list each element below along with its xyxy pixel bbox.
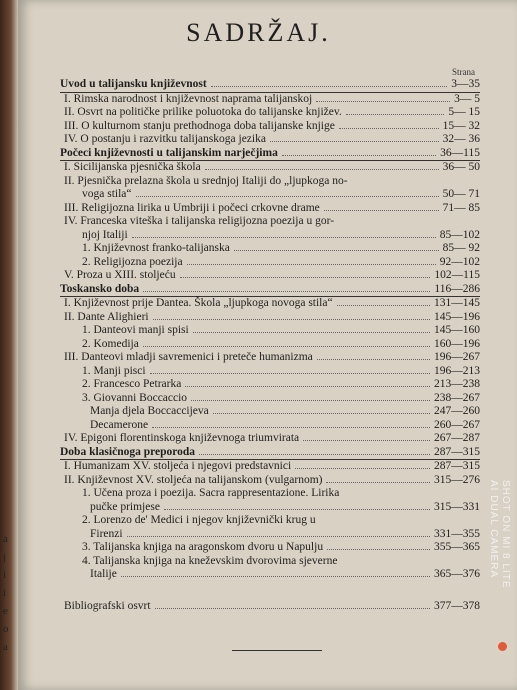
table-of-contents [60, 78, 480, 613]
toc-entry [60, 541, 480, 555]
dotted-leader [152, 427, 430, 428]
dotted-leader [121, 576, 430, 577]
toc-entry-pages: 71— 85 [442, 201, 480, 214]
toc-entry-pages: 145—160 [434, 324, 480, 336]
toc-entry-pages: 315—331 [434, 500, 480, 513]
dotted-leader [143, 291, 430, 292]
dotted-leader [282, 155, 436, 156]
toc-entry-title: 4. Talijanska knjiga na kneževskim dvorovima sjeverne [82, 554, 338, 567]
dotted-leader [136, 196, 439, 197]
toc-entry [60, 188, 480, 202]
toc-entry-title: 2. Religijozna poezija [82, 255, 183, 268]
page-title: SADRŽAJ. [186, 18, 331, 47]
toc-entry-title: III. Religijozna lirika u Umbriji i počeci crkovne drame [64, 201, 320, 214]
dotted-leader [327, 549, 430, 550]
adjacent-page-letters [3, 530, 9, 656]
toc-entry-pages: 287—315 [434, 445, 480, 458]
dotted-leader [199, 454, 430, 455]
toc-entry [60, 242, 480, 256]
toc-entry-title: 3. Talijanska knjiga na aragonskom dvoru u Napulju [82, 541, 324, 553]
toc-entry [60, 256, 480, 270]
toc-entry [60, 202, 480, 216]
dotted-leader [211, 86, 447, 87]
toc-entry [60, 474, 480, 488]
toc-entry-title: 1. Učena proza i poezija. Sacra rappresentazione. Lirika [82, 487, 340, 499]
side-letter: a [3, 533, 8, 545]
watermark-dot-icon [498, 642, 507, 651]
watermark-line-1: SHOT ON MI 8 LITE [500, 480, 511, 589]
toc-entry [60, 338, 480, 352]
toc-entry-title: I. Humanizam XV. stoljeća i njegovi predstavnici [64, 460, 292, 472]
toc-entry-title: 2. Francesco Petrarka [82, 378, 182, 390]
toc-entry-pages: 196—213 [434, 364, 480, 377]
toc-entry-title: Toskansko doba [60, 282, 140, 295]
toc-entry-title: V. Proza u XIII. stoljeću [64, 269, 176, 281]
toc-entry [60, 365, 480, 379]
toc-entry-title: Bibliografski osvrt [64, 599, 151, 612]
toc-entry-pages: 287—315 [434, 460, 480, 472]
toc-entry [60, 568, 480, 582]
dotted-leader [193, 332, 430, 333]
dotted-leader [150, 373, 430, 374]
side-letter: o [3, 623, 9, 635]
toc-entry [60, 351, 480, 365]
dotted-leader [153, 319, 430, 320]
toc-entry-title: I. Sicilijanska pjesnička škola [64, 161, 201, 173]
toc-entry-title: 1. Danteovi manji spisi [82, 324, 189, 336]
dotted-leader [205, 169, 439, 170]
toc-entry-pages: 50— 71 [442, 188, 480, 200]
toc-entry [60, 460, 480, 474]
toc-entry [60, 528, 480, 542]
dotted-leader [127, 536, 430, 537]
toc-entry [60, 378, 480, 392]
dotted-leader [303, 440, 430, 441]
toc-entry-pages: 160—196 [434, 337, 480, 350]
toc-entry-title: 1. Manji pisci [82, 364, 146, 377]
toc-entry [60, 501, 480, 515]
toc-entry-title: 3. Giovanni Boccaccio [82, 391, 188, 404]
toc-entry-title: Uvod u talijansku književnost [60, 78, 207, 90]
toc-entry-pages: 238—267 [434, 391, 480, 404]
toc-entry-title: pučke primjese [90, 500, 160, 513]
toc-entry-pages: 267—287 [434, 432, 480, 444]
toc-entry-pages: 15— 32 [442, 119, 480, 132]
toc-entry-pages: 145—196 [434, 310, 480, 323]
toc-entry [60, 297, 480, 311]
toc-entry [60, 392, 480, 406]
toc-entry-title: Firenzi [90, 527, 123, 540]
dotted-leader [234, 250, 439, 251]
toc-entry [60, 405, 480, 419]
toc-entry [60, 419, 480, 433]
toc-entry-pages: 377—378 [434, 599, 480, 612]
toc-entry [60, 582, 480, 600]
toc-entry-pages: 196—267 [434, 351, 480, 363]
dotted-leader [339, 128, 439, 129]
toc-entry-title: IV. O postanju i razvitku talijanskoga jezika [64, 133, 266, 145]
toc-entry-title: I. Književnost prije Dantea. Škola „ljupkoga novoga stila“ [64, 297, 333, 309]
toc-entry-title: II. Osvrt na političke prilike poluotoka do talijanske književ. [64, 106, 342, 118]
toc-entry-title: II. Pjesnička prelazna škola u srednjoj Italiji do „ljupkoga no- [64, 174, 348, 187]
dotted-leader [316, 101, 450, 102]
camera-watermark [487, 480, 511, 589]
toc-entry-title: IV. Epigoni florentinskoga književnoga triumvirata [64, 432, 300, 444]
toc-entry-title: Doba klasičnoga preporoda [60, 445, 196, 458]
toc-entry [60, 600, 480, 614]
toc-entry-pages: 85— 92 [442, 242, 480, 254]
toc-entry-pages: 131—145 [434, 297, 480, 309]
toc-entry [60, 161, 480, 175]
toc-entry-title: Počeci književnosti u talijanskim narječjima [60, 146, 278, 159]
toc-entry-title: IV. Franceska viteška i talijanska religijozna poezija u gor- [64, 215, 335, 227]
toc-entry [60, 175, 480, 189]
toc-entry-pages: 32— 36 [442, 133, 480, 145]
page-column-header: Strana [452, 67, 475, 77]
toc-entry-pages: 92—102 [439, 255, 480, 268]
toc-entry-title: Manja djela Boccaccijeva [90, 405, 209, 417]
dotted-leader [295, 468, 430, 469]
toc-entry-title: III. Danteovi mladji savremenici i preteče humanizma [64, 351, 313, 363]
toc-entry [60, 229, 480, 243]
toc-entry [60, 120, 480, 134]
dotted-leader [337, 305, 430, 306]
toc-entry-pages: 36— 50 [442, 161, 480, 173]
toc-entry-title: njoj Italiji [82, 228, 128, 241]
toc-entry-title: II. Dante Alighieri [64, 310, 149, 323]
toc-entry-pages: 355—365 [434, 541, 480, 553]
side-letter: i [3, 569, 7, 581]
toc-entry-pages: 5— 15 [448, 106, 480, 118]
toc-entry-pages: 36—115 [440, 146, 480, 159]
toc-entry-pages: 315—276 [434, 473, 480, 486]
toc-entry [60, 133, 480, 147]
toc-entry-title: II. Književnost XV. stoljeća na talijanskom (vulgarnom) [64, 473, 323, 486]
dotted-leader [164, 509, 430, 510]
dotted-leader [185, 386, 430, 387]
toc-entry-pages: 3— 5 [454, 92, 480, 105]
watermark-line-2: AI DUAL CAMERA [488, 480, 499, 579]
toc-entry-title: voga stila“ [82, 188, 132, 200]
side-letter: i [3, 587, 7, 599]
toc-entry-title: III. O kulturnom stanju prethodnoga doba talijanske knjige [64, 119, 335, 132]
side-letter: a [3, 641, 8, 653]
book-spine-edge [0, 0, 18, 690]
toc-entry [60, 487, 480, 501]
toc-section [60, 78, 480, 93]
dotted-leader [187, 264, 436, 265]
dotted-leader [155, 608, 430, 609]
toc-entry-pages: 260—267 [434, 418, 480, 431]
dotted-leader [270, 141, 439, 142]
toc-entry-pages: 247—260 [434, 405, 480, 417]
side-letter: e [3, 605, 8, 617]
dotted-leader [143, 346, 430, 347]
toc-entry [60, 93, 480, 107]
toc-entry-title: 1. Književnost franko-talijanska [82, 242, 230, 254]
toc-entry [60, 432, 480, 446]
toc-entry [60, 215, 480, 229]
toc-section [60, 446, 480, 461]
dotted-leader [191, 400, 430, 401]
toc-entry [60, 555, 480, 569]
toc-entry-title: 2. Komedija [82, 337, 139, 350]
toc-entry-title: 2. Lorenzo de' Medici i njegov književnički krug u [82, 514, 316, 526]
toc-entry [60, 324, 480, 338]
toc-entry-pages: 102—115 [434, 269, 480, 281]
toc-entry-title: Decamerone [90, 418, 149, 431]
toc-entry-pages: 116—286 [434, 282, 480, 295]
dotted-leader [213, 413, 430, 414]
toc-entry-pages: 331—355 [434, 527, 480, 540]
footer-divider [232, 650, 322, 651]
dotted-leader [346, 114, 444, 115]
toc-entry [60, 269, 480, 283]
toc-entry [60, 106, 480, 120]
toc-section [60, 283, 480, 298]
toc-entry-pages: 213—238 [434, 378, 480, 390]
toc-entry [60, 514, 480, 528]
toc-section [60, 147, 480, 162]
dotted-leader [132, 237, 436, 238]
toc-entry-title: Italije [90, 568, 117, 580]
dotted-leader [180, 277, 430, 278]
toc-entry-pages: 365—376 [434, 568, 480, 580]
toc-entry-title: I. Rimska narodnost i književnost naprama talijanskoj [64, 92, 313, 105]
dotted-leader [324, 210, 439, 211]
dotted-leader [317, 359, 430, 360]
toc-entry-pages: 3—35 [451, 78, 480, 90]
toc-entry-pages: 85—102 [439, 228, 480, 241]
side-letter: j [3, 551, 7, 563]
toc-entry [60, 311, 480, 325]
dotted-leader [326, 482, 430, 483]
